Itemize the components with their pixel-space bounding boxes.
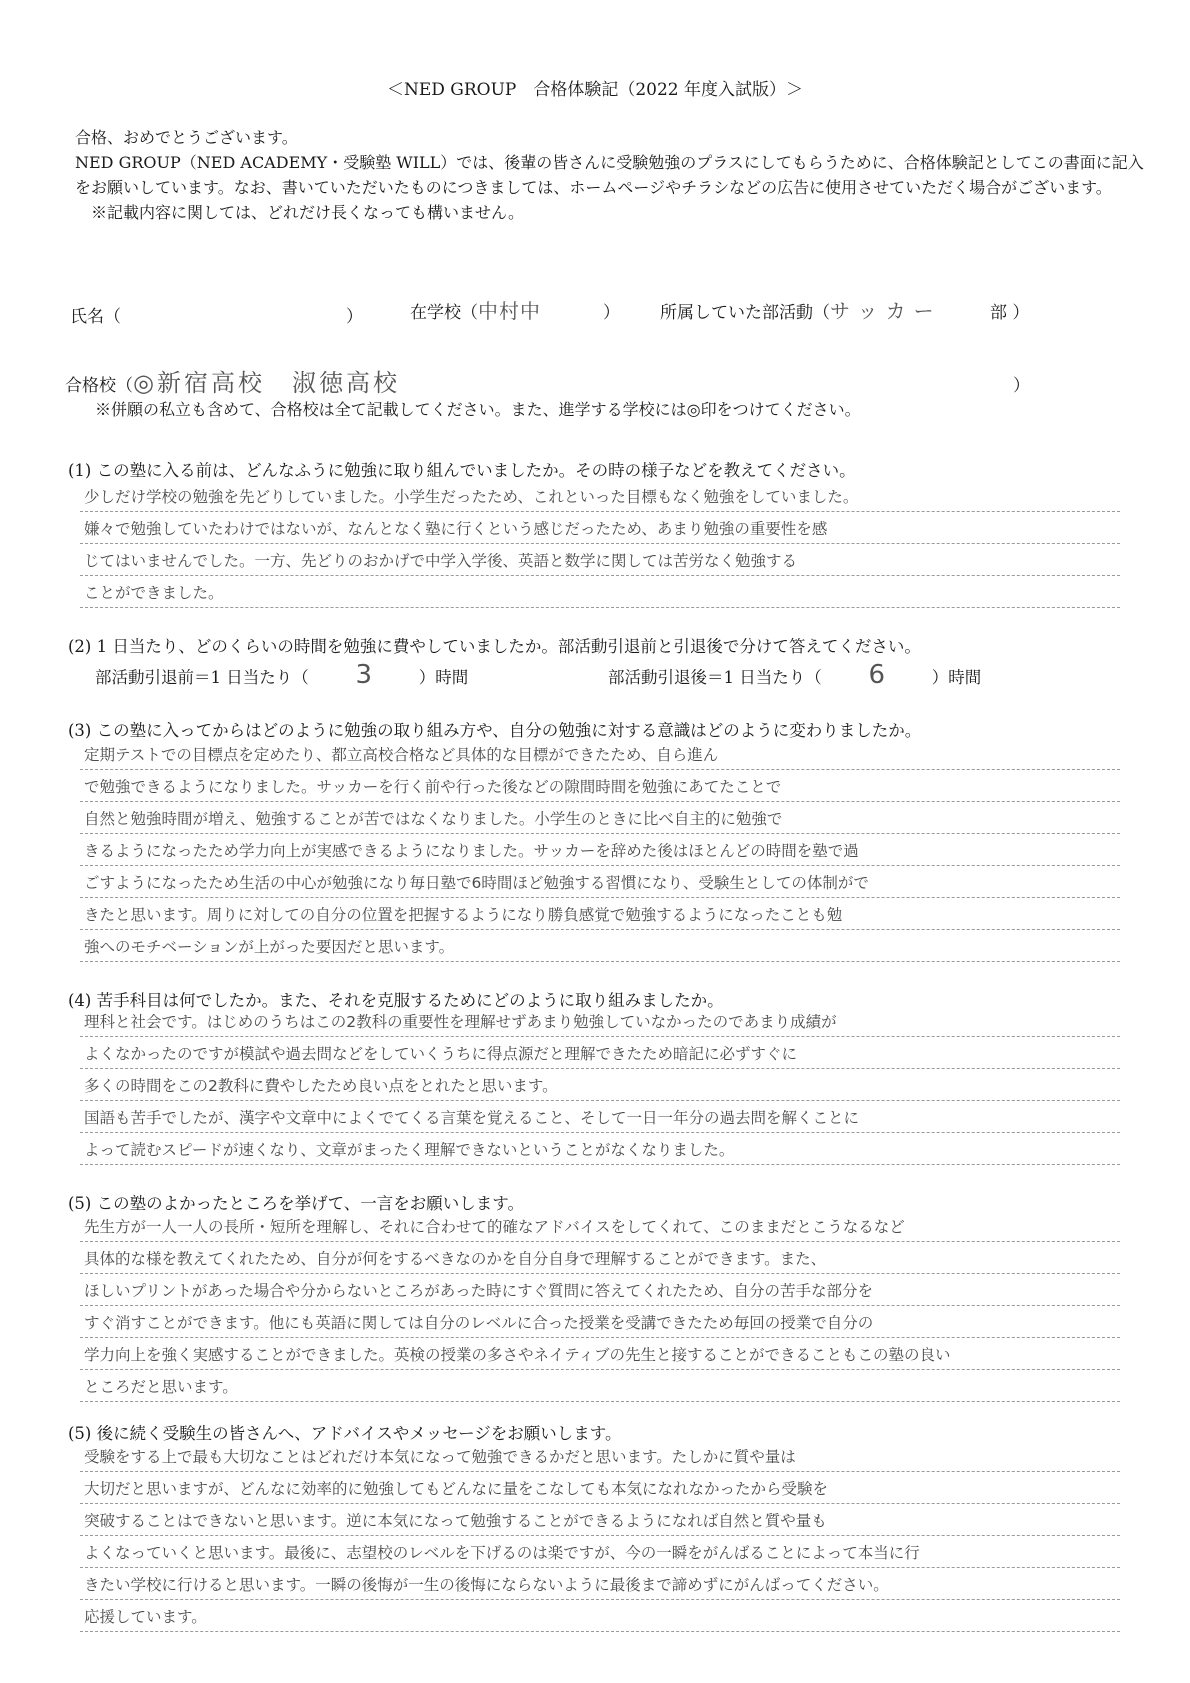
answer-line: じてはいませんでした。一方、先どりのおかげで中学入学後、英語と数学に関しては苦労なく勉強する: [80, 544, 1120, 576]
answer-line: 学力向上を強く実感することができました。英検の授業の多さやネイティブの先生と接することができることもこの塾の良い: [80, 1338, 1120, 1370]
answer-line: 多くの時間をこの2教科に費やしたため良い点をとれたと思います。: [80, 1069, 1120, 1101]
answer-line: よって読むスピードが速くなり、文章がまったく理解できないということがなくなりました。: [80, 1133, 1120, 1165]
intro-body: NED GROUP（NED ACADEMY・受験塾 WILL）では、後輩の皆さんに受験勉強のプラスにしてもらうために、合格体験記としてこの書面に記入をお願いしています。なお、書いていただいたものにつきましては、ホームページやチラシなどの広告に使用させていただく場合がございます。: [75, 153, 1144, 197]
answer-line: 応援しています。: [80, 1600, 1120, 1632]
answer-line: ごすようになったため生活の中心が勉強になり毎日塾で6時間ほど勉強する習慣になり、受験生としての体制がで: [80, 866, 1120, 898]
answer-line: 理科と社会です。はじめのうちはこの2教科の重要性を理解せずあまり勉強していなかったのであまり成績が: [80, 1005, 1120, 1037]
answer-line: で勉強できるようになりました。サッカーを行く前や行った後などの隙間時間を勉強にあてたことで: [80, 770, 1120, 802]
answer-line: 自然と勉強時間が増え、勉強することが苦ではなくなりました。小学生のときに比べ自主的に勉強で: [80, 802, 1120, 834]
answer-line: ほしいプリントがあった場合や分からないところがあった時にすぐ質問に答えてくれたため、自分の苦手な部分を: [80, 1274, 1120, 1306]
hours-before-retire: 部活動引退前＝1 日当たり（ 3 ）時間: [95, 660, 469, 690]
answer-5: [80, 1210, 1120, 1402]
hours-after-retire: 部活動引退後＝1 日当たり（ 6 ）時間: [608, 660, 982, 690]
intro-note: ※記載内容に関しては、どれだけ長くなっても構いません。: [91, 203, 524, 222]
passed-schools-field: 合格校（◎新宿高校 淑徳高校 ）: [65, 363, 1030, 398]
question-1: (1) この塾に入る前は、どんなふうに勉強に取り組んでいましたか。その時の様子などを教えてください。: [68, 461, 856, 480]
hours-before-value: 3: [355, 660, 373, 690]
answer-line: きたい学校に行けると思います。一瞬の後悔が一生の後悔にならないように最後まで諦めずにがんばってください。: [80, 1568, 1120, 1600]
school-field: 在学校（中村中 ）: [410, 295, 620, 324]
answer-line: ところだと思います。: [80, 1370, 1120, 1402]
answer-line: ことができました。: [80, 576, 1120, 608]
answer-line: 突破することはできないと思います。逆に本気になって勉強することができるようになれば自然と質や量も: [80, 1504, 1120, 1536]
question-6: (5) 後に続く受験生の皆さんへ、アドバイスやメッセージをお願いします。: [68, 1424, 622, 1443]
passed-schools-value: ◎新宿高校 淑徳高校: [133, 369, 400, 397]
page-title: ＜NED GROUP 合格体験記（2022 年度入試版）＞: [386, 80, 804, 100]
school-value: 中村中: [478, 299, 541, 323]
answer-3: [80, 738, 1120, 962]
question-4: (4) 苦手科目は何でしたか。また、それを克服するためにどのように取り組みましたか。: [68, 991, 724, 1010]
answer-line: 強へのモチベーションが上がった要因だと思います。: [80, 930, 1120, 962]
answer-1: [80, 480, 1120, 608]
answer-line: 具体的な様を教えてくれたため、自分が何をするべきなのかを自分自身で理解することができます。また、: [80, 1242, 1120, 1274]
answer-line: よくなかったのですが模試や過去問などをしていくうちに得点源だと理解できたため暗記に必ずすぐに: [80, 1037, 1120, 1069]
answer-6: [80, 1440, 1120, 1632]
passed-schools-note: ※併願の私立も含めて、合格校は全て記載してください。また、進学する学校には◎印をつけてください。: [95, 400, 861, 419]
club-value: サッカー: [830, 299, 942, 323]
answer-line: 国語も苦手でしたが、漢字や文章中によくでてくる言葉を覚えること、そして一日一年分の過去問を解くことに: [80, 1101, 1120, 1133]
question-5: (5) この塾のよかったところを挙げて、一言をお願いします。: [68, 1194, 524, 1213]
answer-line: 大切だと思いますが、どんなに効率的に勉強してもどんなに量をこなしても本気になれなかったから受験を: [80, 1472, 1120, 1504]
answer-line: きるようになったため学力向上が実感できるようになりました。サッカーを辞めた後はほとんどの時間を塾で過: [80, 834, 1120, 866]
answer-line: きたと思います。周りに対しての自分の位置を把握するようになり勝負感覚で勉強するようになったことも勉: [80, 898, 1120, 930]
answer-line: 嫌々で勉強していたわけではないが、なんとなく塾に行くという感じだったため、あまり勉強の重要性を感: [80, 512, 1120, 544]
answer-line: 受験をする上で最も大切なことはどれだけ本気になって勉強できるかだと思います。たしかに質や量は: [80, 1440, 1120, 1472]
question-3: (3) この塾に入ってからはどのように勉強の取り組み方や、自分の勉強に対する意識はどのように変わりましたか。: [68, 721, 922, 740]
answer-line: 少しだけ学校の勉強を先どりしていました。小学生だったため、これといった目標もなく勉強をしていました。: [80, 480, 1120, 512]
intro-text: [75, 125, 1155, 225]
club-field: 所属していた部活動（サッカー 部 ）: [660, 295, 1029, 324]
question-2: (2) 1 日当たり、どのくらいの時間を勉強に費やしていましたか。部活動引退前と引退後で分けて答えてください。: [68, 637, 921, 656]
answer-4: [80, 1005, 1120, 1165]
hours-after-value: 6: [868, 660, 886, 690]
answer-line: すぐ消すことができます。他にも英語に関しては自分のレベルに合った授業を受講できたため毎回の授業で自分の: [80, 1306, 1120, 1338]
intro-greeting: 合格、おめでとうございます。: [75, 128, 298, 147]
name-field: 氏名（ ）: [70, 307, 363, 327]
answer-line: よくなっていくと思います。最後に、志望校のレベルを下げるのは楽ですが、今の一瞬をがんばることによって本当に行: [80, 1536, 1120, 1568]
answer-line: 先生方が一人一人の長所・短所を理解し、それに合わせて的確なアドバイスをしてくれて、このままだとこうなるなど: [80, 1210, 1120, 1242]
answer-line: 定期テストでの目標点を定めたり、都立高校合格など具体的な目標ができたため、自ら進ん: [80, 738, 1120, 770]
